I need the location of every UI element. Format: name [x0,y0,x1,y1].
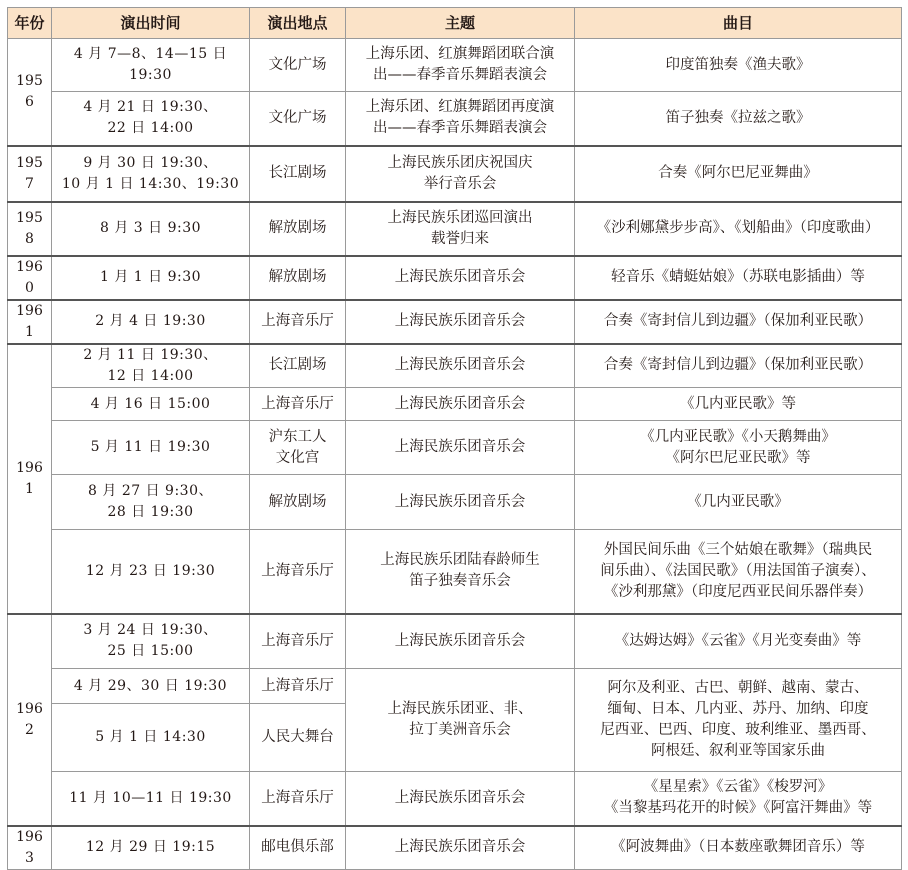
theme-cell: 上海民族乐团音乐会 [346,614,575,669]
theme-cell: 上海民族乐团音乐会 [346,475,575,530]
theme-cell: 上海民族乐团音乐会 [346,300,575,344]
theme-cell: 上海民族乐团音乐会 [346,421,575,475]
year-cell: 1962 [8,614,52,826]
time-cell: 4 月 7—8、14—15 日 19:30 [52,39,250,92]
table-row [8,256,902,300]
time-cell: 5 月 11 日 19:30 [52,421,250,475]
year-cell: 1961 [8,344,52,614]
table-row [8,772,902,826]
pieces-cell: 《沙利娜黛步步高》、《划船曲》（印度歌曲） [575,202,902,256]
pieces-cell: 《几内亚民歌》等 [575,388,902,421]
venue-cell: 解放剧场 [250,256,346,300]
table-row [8,344,902,388]
year-cell: 1956 [8,39,52,146]
table-row [8,202,902,256]
pieces-cell: 合奏《寄封信儿到边疆》（保加利亚民歌） [575,344,902,388]
time-cell: 9 月 30 日 19:30、 10 月 1 日 14:30、19:30 [52,146,250,202]
table-row [8,669,902,704]
venue-cell: 邮电俱乐部 [250,826,346,870]
pieces-cell: 合奏《阿尔巴尼亚舞曲》 [575,146,902,202]
time-cell: 4 月 21 日 19:30、 22 日 14:00 [52,92,250,146]
venue-cell: 上海音乐厅 [250,772,346,826]
pieces-cell: 《达姆达姆》《云雀》《月光变奏曲》等 [575,614,902,669]
pieces-cell: 印度笛独奏《渔夫歌》 [575,39,902,92]
venue-cell: 沪东工人 文化宫 [250,421,346,475]
theme-cell: 上海民族乐团巡回演出 载誉归来 [346,202,575,256]
table-row [8,300,902,344]
venue-cell: 文化广场 [250,92,346,146]
header-venue: 演出地点 [250,8,346,39]
venue-cell: 解放剧场 [250,475,346,530]
venue-cell: 人民大舞台 [250,704,346,772]
table-row [8,421,902,475]
venue-cell: 长江剧场 [250,146,346,202]
year-cell: 1961 [8,300,52,344]
table-row [8,146,902,202]
pieces-cell: 阿尔及利亚、古巴、朝鲜、越南、蒙古、 缅甸、日本、几内亚、苏丹、加纳、印度 尼西亚、巴西、印度、玻利维亚、墨西哥、 阿根廷、叙利亚等国家乐曲 [575,669,902,772]
time-cell: 12 月 23 日 19:30 [52,530,250,614]
year-cell: 1958 [8,202,52,256]
venue-cell: 上海音乐厅 [250,300,346,344]
venue-cell: 文化广场 [250,39,346,92]
performance-table [7,7,902,870]
venue-cell: 上海音乐厅 [250,530,346,614]
pieces-cell: 《几内亚民歌》 [575,475,902,530]
theme-cell: 上海民族乐团陆春龄师生 笛子独奏音乐会 [346,530,575,614]
table-row [8,92,902,146]
theme-cell: 上海乐团、红旗舞蹈团再度演 出——春季音乐舞蹈表演会 [346,92,575,146]
venue-cell: 长江剧场 [250,344,346,388]
venue-cell: 上海音乐厅 [250,614,346,669]
table-row [8,388,902,421]
header-time: 演出时间 [52,8,250,39]
time-cell: 4 月 16 日 15:00 [52,388,250,421]
header-year: 年份 [8,8,52,39]
theme-cell: 上海民族乐团音乐会 [346,388,575,421]
pieces-cell: 《阿波舞曲》（日本薮座歌舞团音乐）等 [575,826,902,870]
theme-cell: 上海民族乐团音乐会 [346,772,575,826]
time-cell: 1 月 1 日 9:30 [52,256,250,300]
header-row [8,8,902,39]
time-cell: 3 月 24 日 19:30、 25 日 15:00 [52,614,250,669]
table-row [8,614,902,669]
table-row [8,530,902,614]
pieces-cell: 外国民间乐曲《三个姑娘在歌舞》（瑞典民 间乐曲）、《法国民歌》（用法国笛子演奏）、 《沙利那黛》（印度尼西亚民间乐器伴奏） [575,530,902,614]
pieces-cell: 笛子独奏《拉兹之歌》 [575,92,902,146]
table-row [8,39,902,92]
pieces-cell: 合奏《寄封信儿到边疆》（保加利亚民歌） [575,300,902,344]
year-cell: 1960 [8,256,52,300]
time-cell: 12 月 29 日 19:15 [52,826,250,870]
theme-cell: 上海民族乐团庆祝国庆 举行音乐会 [346,146,575,202]
pieces-cell: 轻音乐《蜻蜓姑娘》（苏联电影插曲）等 [575,256,902,300]
time-cell: 4 月 29、30 日 19:30 [52,669,250,704]
year-cell: 1957 [8,146,52,202]
header-theme: 主题 [346,8,575,39]
time-cell: 2 月 4 日 19:30 [52,300,250,344]
time-cell: 5 月 1 日 14:30 [52,704,250,772]
time-cell: 2 月 11 日 19:30、 12 日 14:00 [52,344,250,388]
time-cell: 8 月 27 日 9:30、 28 日 19:30 [52,475,250,530]
header-pieces: 曲目 [575,8,902,39]
year-cell: 1963 [8,826,52,870]
venue-cell: 上海音乐厅 [250,669,346,704]
theme-cell: 上海民族乐团音乐会 [346,256,575,300]
table-row [8,475,902,530]
time-cell: 8 月 3 日 9:30 [52,202,250,256]
theme-cell: 上海乐团、红旗舞蹈团联合演 出——春季音乐舞蹈表演会 [346,39,575,92]
venue-cell: 解放剧场 [250,202,346,256]
venue-cell: 上海音乐厅 [250,388,346,421]
table-row [8,826,902,870]
theme-cell: 上海民族乐团亚、非、 拉丁美洲音乐会 [346,669,575,772]
pieces-cell: 《几内亚民歌》《小天鹅舞曲》 《阿尔巴尼亚民歌》等 [575,421,902,475]
pieces-cell: 《星星索》《云雀》《梭罗河》 《当黎基玛花开的时候》《阿富汗舞曲》等 [575,772,902,826]
theme-cell: 上海民族乐团音乐会 [346,826,575,870]
theme-cell: 上海民族乐团音乐会 [346,344,575,388]
time-cell: 11 月 10—11 日 19:30 [52,772,250,826]
